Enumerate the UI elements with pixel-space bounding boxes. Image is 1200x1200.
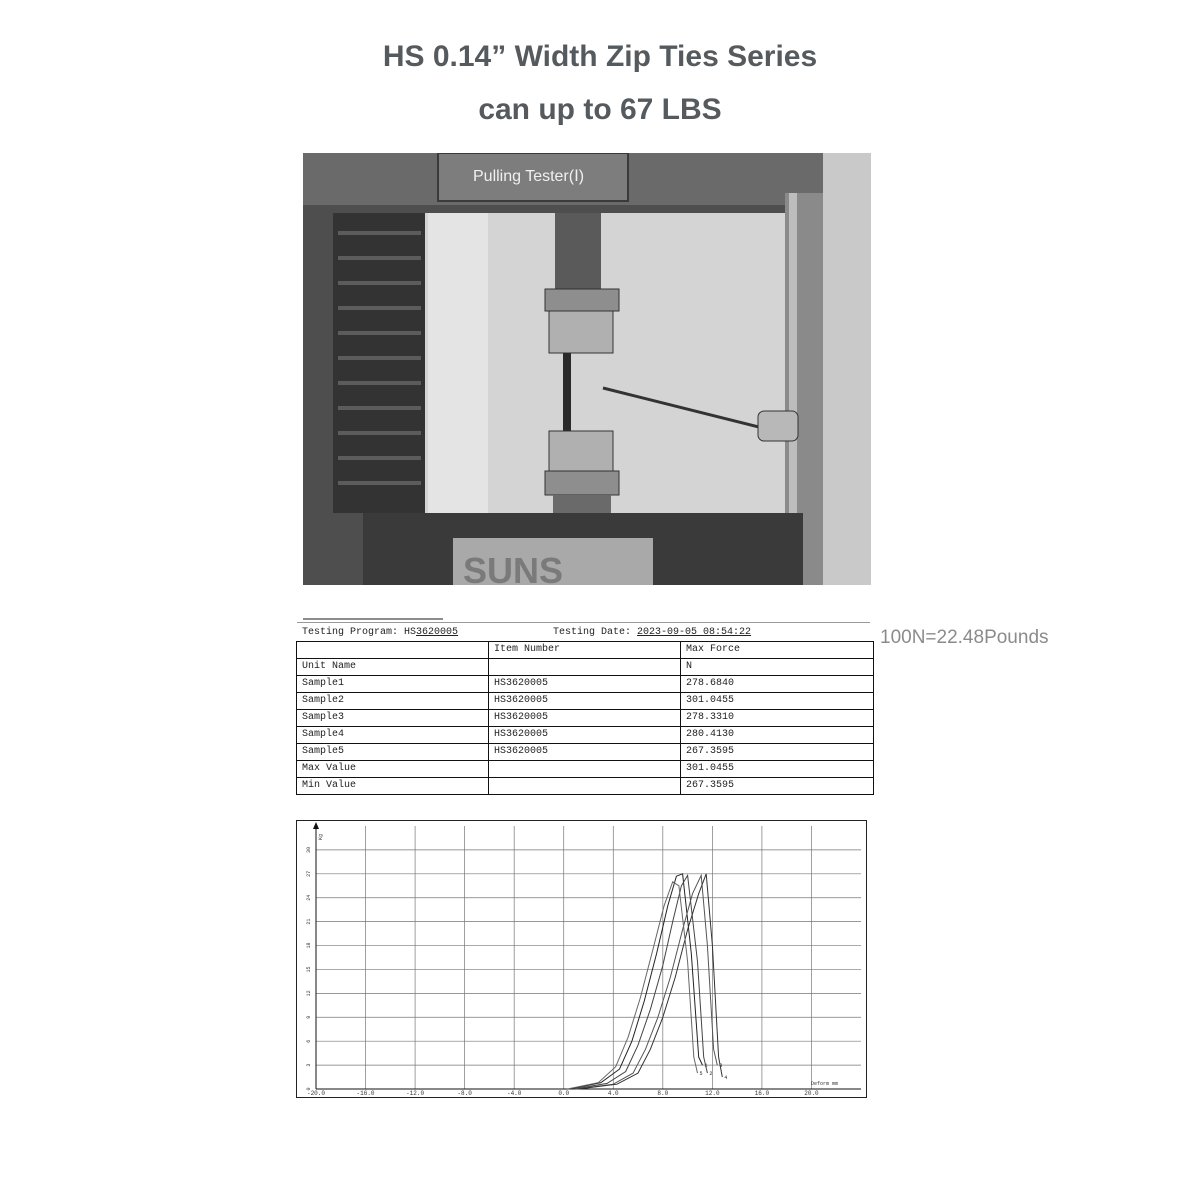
max-force-cell: 280.4130	[681, 727, 874, 744]
x-tick-label: -20.0	[306, 1090, 326, 1097]
series-label-3: 3	[719, 1063, 723, 1070]
series-label-5: 5	[699, 1071, 703, 1078]
y-tick-label: 0	[306, 1087, 312, 1091]
item-number-cell	[489, 778, 681, 795]
max-force-cell: 267.3595	[681, 744, 874, 761]
header-cell-item-number: Item Number	[489, 642, 681, 659]
y-tick-label: 24	[306, 894, 312, 901]
row-label: Sample3	[297, 710, 489, 727]
max-force-cell: 301.0455	[681, 761, 874, 778]
table-row	[297, 676, 874, 693]
row-label: Sample4	[297, 727, 489, 744]
table-header-row	[297, 642, 874, 659]
row-label: Sample2	[297, 693, 489, 710]
x-tick-label: -12.0	[406, 1090, 425, 1097]
report-header	[297, 616, 870, 640]
chart-frame	[297, 821, 867, 1098]
item-number-cell: HS3620005	[489, 676, 681, 693]
table-row	[297, 693, 874, 710]
max-force-cell: N	[681, 659, 874, 676]
item-number-cell: HS3620005	[489, 693, 681, 710]
y-tick-label: 27	[306, 870, 312, 877]
x-tick-label: 12.0	[705, 1090, 720, 1097]
table-row	[297, 659, 874, 676]
force-deformation-chart	[296, 820, 870, 1098]
testing-program-value: 3620005	[416, 627, 459, 638]
testing-date	[553, 627, 751, 638]
y-tick-label: 21	[306, 918, 312, 925]
max-force-cell: 267.3595	[681, 778, 874, 795]
y-tick-label: 18	[306, 942, 312, 949]
series-label-1: 1	[704, 1063, 708, 1070]
pulling-tester-photo	[303, 153, 871, 585]
x-axis-label: Deform mm	[811, 1081, 839, 1087]
x-tick-label: 0.0	[558, 1090, 570, 1097]
max-force-cell: 278.3310	[681, 710, 874, 727]
max-force-cell: 301.0455	[681, 693, 874, 710]
x-tick-label: -8.0	[457, 1090, 472, 1097]
row-label: Sample5	[297, 744, 489, 761]
y-axis-label: Kg	[318, 833, 324, 840]
conversion-note: 100N=22.48Pounds	[880, 627, 1049, 648]
y-tick-label: 30	[306, 846, 312, 853]
results-table	[296, 641, 874, 795]
heading-line-1: HS 0.14” Width Zip Ties Series	[382, 40, 818, 73]
y-tick-label: 15	[306, 966, 312, 973]
series-label-4: 4	[724, 1075, 728, 1082]
testing-program	[302, 627, 458, 638]
y-tick-label: 3	[306, 1063, 312, 1067]
item-number-cell: HS3620005	[489, 727, 681, 744]
row-label: Min Value	[297, 778, 489, 795]
header-cell-max-force: Max Force	[681, 642, 874, 659]
item-number-cell: HS3620005	[489, 744, 681, 761]
row-label: Sample1	[297, 676, 489, 693]
testing-program-label: Testing Program:	[302, 627, 399, 638]
table-row	[297, 778, 874, 795]
heading-line-2: can up to 67 LBS	[478, 93, 722, 126]
header-rule-top	[303, 618, 443, 620]
testing-date-value: 2023-09-05 08:54:22	[637, 627, 752, 638]
x-tick-label: 4.0	[607, 1090, 619, 1097]
table-row	[297, 761, 874, 778]
x-tick-label: -16.0	[356, 1090, 375, 1097]
row-label: Max Value	[297, 761, 489, 778]
series-label-2: 2	[709, 1071, 713, 1078]
item-number-cell: HS3620005	[489, 710, 681, 727]
x-tick-label: 20.0	[804, 1090, 819, 1097]
testing-date-label: Testing Date:	[553, 627, 632, 638]
brand-text: SUNS	[463, 550, 564, 585]
header-rule-line	[297, 622, 870, 623]
y-tick-label: 6	[306, 1039, 312, 1043]
table-row	[297, 710, 874, 727]
table-row	[297, 727, 874, 744]
header-cell-blank	[297, 642, 489, 659]
x-tick-label: -4.0	[506, 1090, 522, 1097]
testing-program-prefix: HS	[404, 627, 417, 638]
item-number-cell	[489, 659, 681, 676]
row-label: Unit Name	[297, 659, 489, 676]
y-tick-label: 12	[306, 990, 312, 997]
max-force-cell: 278.6840	[681, 676, 874, 693]
table-row	[297, 744, 874, 761]
item-number-cell	[489, 761, 681, 778]
machine-label: Pulling Tester(Ⅰ)	[473, 168, 585, 185]
y-tick-label: 9	[306, 1015, 312, 1019]
x-tick-label: 8.0	[657, 1090, 669, 1097]
chart-canvas	[296, 820, 870, 1098]
x-tick-label: 16.0	[754, 1090, 770, 1097]
